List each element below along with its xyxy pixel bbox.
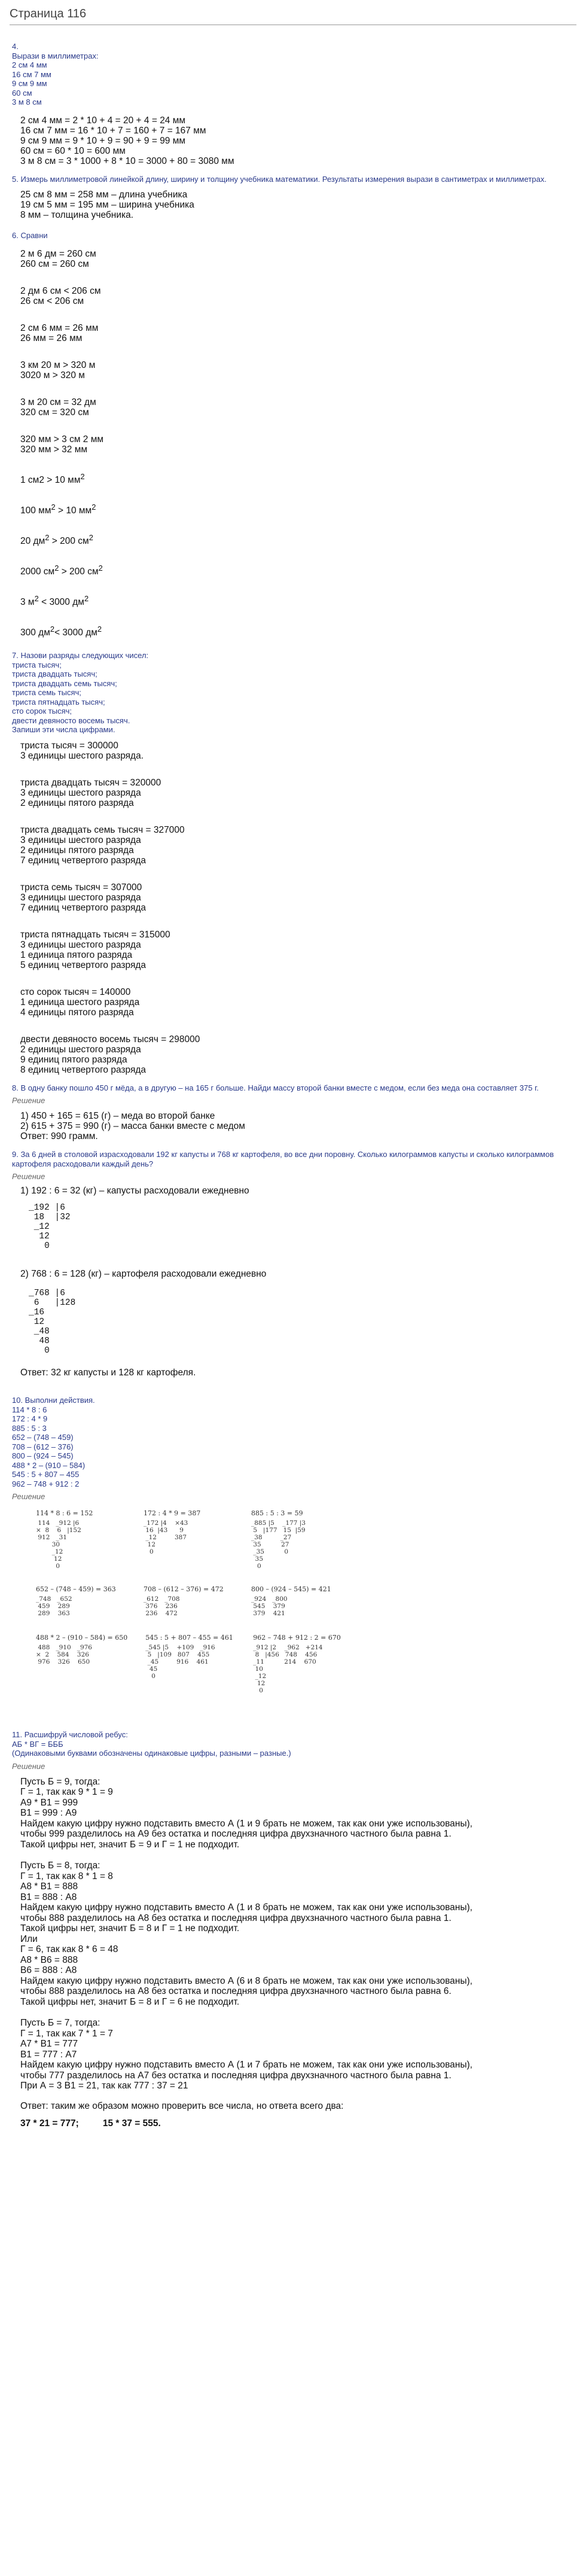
answer-line: 2 единицы шестого разряда — [20, 1044, 141, 1055]
prompt-line: Запиши эти числа цифрами. — [12, 725, 115, 735]
calc-cell: 488 * 2 – (910 – 584) = 650 488 _910 _976 × 2 584 326 976 326 650 — [36, 1634, 128, 1666]
prompt-line: 488 * 2 – (910 – 584) — [12, 1460, 86, 1470]
prompt-line: 7. Назови разряды следующих чисел: — [12, 651, 149, 660]
answer-line: 25 см 8 мм = 258 мм – длина учебника — [20, 190, 188, 200]
answer-line: 8 единиц четвертого разряда — [20, 1064, 146, 1075]
answer-line: 20 $дм^2 > 200$ $см^2$ — [20, 532, 93, 546]
answer-line: двести девяносто восемь тысяч = 298000 — [20, 1034, 200, 1045]
answer-line: 3 м 8 см = 3 * 1000 + 8 * 10 = 3000 + 80 = 3080 мм — [20, 156, 234, 166]
task-5-prompt: 5. Измерь миллиметровой линейкой длину, ширину и толщину учебника математики. Результаты измерения вырази в сантиметрах и миллиметрах. — [12, 174, 547, 184]
task-7-prompt — [12, 651, 574, 735]
task-8-prompt: 8. В одну банку пошло 450 г мёда, а в другую – на 165 г больше. Найди массу второй банки вместе с медом, если без меда она составляет 375 г. — [12, 1083, 539, 1092]
calc-cell: 962 – 748 + 912 : 2 = 670 _912 |2 _962 +214 8 |456 748 456 _11 214 670 10 _12 12 0 — [253, 1634, 341, 1695]
task-11-prompt — [12, 1730, 574, 1758]
prompt-line: 172 : 4 * 9 — [12, 1414, 48, 1424]
answer-values: 37 * 21 = 777; 15 * 37 = 555. — [20, 2118, 161, 2129]
answer-line: 1) 192 : 6 = 32 (кг) – капусты расходовали ежедневно — [20, 1186, 249, 1196]
answer-label: Ответ: таким же образом можно проверить все числа, но ответа всего два: — [20, 2100, 344, 2111]
answer-line: 100 $мм^2 > 10$ $мм^2$ — [20, 502, 96, 516]
long-division-192: _192 |6 18 |32 _12 12 0 — [29, 1203, 71, 1252]
task-5-answers — [20, 190, 574, 220]
page-title: Страница 116 — [10, 7, 576, 25]
answer-line: 19 см 5 мм = 195 мм – ширина учебника — [20, 200, 194, 210]
prompt-line: 962 – 748 + 912 : 2 — [12, 1479, 80, 1488]
prompt-line: 9 см 9 мм — [12, 79, 47, 88]
prompt-line: 885 : 5 : 3 — [12, 1423, 47, 1433]
answer-line: 2 единицы пятого разряда — [20, 797, 134, 808]
calc-cell: 885 : 5 : 3 = 59 _885 |5 _177 |3 5 |177 15 |59 _38 _27 35 27 _35 0 35 0 — [251, 1509, 306, 1570]
task-7-answers — [20, 741, 574, 1075]
task-6-prompt: 6. Сравни — [12, 231, 48, 240]
answer-line: Ответ: 990 грамм. — [20, 1131, 98, 1142]
answer-line: 3 $м^2 < 3000$ $дм^2$ — [20, 594, 89, 608]
prompt-line: (Одинаковыми буквами обозначены одинаковые цифры, разными – разные.) — [12, 1749, 291, 1758]
answer-line: 7 единиц четвертого разряда — [20, 902, 146, 913]
prompt-line: триста тысяч; — [12, 660, 62, 669]
prompt-line: 3 м 8 см — [12, 98, 42, 106]
answer-line: 9 см 9 мм = 9 * 10 + 9 = 90 + 9 = 99 мм — [20, 135, 186, 146]
calc-row-1 — [36, 1509, 574, 1570]
answer-line: 320 см = 320 см — [20, 407, 89, 418]
calc-cell: 708 – (612 – 376) = 472 _612 _708 376 236 236 472 — [144, 1585, 224, 1618]
task-11-solution: Пусть Б = 9, тогда: Г = 1, так как 9 * 1 = 9 А9 * В1 = 999 В1 = 999 : А9 Найдем какую цифру нужно подставить вместо А (1 и 9 брать не можем, так как они уже использованы), чтобы 999 разделилось на А9 без остатка и последняя цифра двухзначного частного была равна 1. Такой цифры нет, значит Б = 9 и Г = 1 не подходит. Пусть Б = 8, тогда: Г = 1, так как 8 * 1 = 8 А8 * В1 = 888 В1 = 888 : А8 Найдем какую цифру нужно подставить вместо А (1 и 8 брать не можем, так как они уже использованы), чтобы 888 разделилось на А8 без остатка и последняя цифра двухзначного частного была равна 1. Такой цифры нет, значит Б = 8 и Г = 1 не подходит. Или Г = 6, так как 8 * 6 = 48 А8 * В6 = 888 В6 = 888 : А8 Найдем какую цифру нужно подставить вместо А (6 и 8 брать не можем, так как они уже использованы), чтобы 888 разделилось на А8 без остатка и последняя цифра двухзначного частного была равна 6. Такой цифры нет, значит Б = 8 и Г = 6 не подходит. Пусть Б = 7, тогда: Г = 1, так как 7 * 1 = 7 А7 * В1 = 777 В1 = 777 : А7 Найдем какую цифру нужно подставить вместо А (1 и 7 брать не можем, так как они уже использованы), чтобы 777 разделилось на А7 без остатка и последняя цифра двухзначного частного была равна 1. При А = 3 В1 = 21, так как 777 : 37 = 21 — [20, 1776, 473, 2091]
task-4-answers — [20, 115, 574, 166]
answer-line: триста тысяч = 300000 — [20, 740, 118, 751]
answer-line: 2 единицы пятого разряда — [20, 845, 134, 855]
answer-line: 16 см 7 мм = 16 * 10 + 7 = 160 + 7 = 167 мм — [20, 125, 206, 136]
answer-line: 3 единицы шестого разряда — [20, 892, 141, 903]
solution-label: Решение — [12, 1492, 45, 1502]
prompt-line: 10. Выполни действия. — [12, 1396, 95, 1405]
answer-line: 9 единиц пятого разряда — [20, 1054, 127, 1065]
prompt-line: Вырази в миллиметрах: — [12, 51, 99, 60]
answer-line: 3020 м > 320 м — [20, 370, 85, 380]
prompt-line: 708 – (612 – 376) — [12, 1442, 74, 1451]
answer-line: 2000 $см^2 > 200$ $см^2$ — [20, 563, 103, 577]
answer-line: 3 единицы шестого разряда — [20, 939, 141, 950]
task-num: 4. — [12, 42, 19, 51]
task-4-prompt — [12, 42, 574, 107]
prompt-line: триста пятнадцать тысяч; — [12, 697, 105, 707]
prompt-line: 16 см 7 мм — [12, 69, 51, 79]
prompt-line: 2 см 4 мм — [12, 60, 47, 69]
answer-line: 320 мм > 3 см 2 мм — [20, 434, 104, 444]
answer-line: 3 единицы шестого разряда — [20, 787, 141, 798]
answer-line: 4 единицы пятого разряда — [20, 1007, 134, 1018]
calc-row-3 — [36, 1634, 574, 1694]
answer-line: триста двадцать тысяч = 320000 — [20, 777, 161, 788]
prompt-line: сто сорок тысяч; — [12, 707, 72, 716]
task-6-answers — [20, 249, 574, 638]
content — [0, 25, 586, 2129]
long-division-768: _768 |6 6 |128 _16 12 _48 48 0 — [29, 1289, 76, 1356]
prompt-line: 114 * 8 : 6 — [12, 1405, 47, 1414]
answer-line: 3 м 20 см = 32 дм — [20, 397, 96, 407]
answer-line: 60 см = 60 * 10 = 600 мм — [20, 145, 126, 156]
task-9-prompt: 9. За 6 дней в столовой израсходовали 192 кг капусты и 768 кг картофеля, во все дни поровну. Сколько килограммов капусты и сколько килограммов картофеля расходовали каждый день? — [12, 1150, 554, 1168]
answer-line: 2 см 6 мм = 26 мм — [20, 322, 99, 333]
answer-line: 5 единиц четвертого разряда — [20, 960, 146, 970]
prompt-line: 545 : 5 + 807 – 455 — [12, 1470, 80, 1479]
calc-cell: 172 : 4 * 9 = 387 _172 |4 ×43 16 |43 9 _12 387 12 0 — [144, 1509, 201, 1556]
answer-line: 2 дм 6 см < 206 см — [20, 285, 101, 296]
answer-line: Ответ: 32 кг капусты и 128 кг картофеля. — [20, 1368, 196, 1378]
calc-cell: 114 * 8 : 6 = 152 114 _912 |6 × 8 6 |152 912 _31 30 _12 12 0 — [36, 1509, 93, 1570]
answer-line: 8 мм – толщина учебника. — [20, 210, 134, 220]
answer-line: 320 мм > 32 мм — [20, 444, 88, 455]
answer-line: 1) 450 + 165 = 615 (г) – меда во второй банке — [20, 1111, 215, 1122]
task-10-prompt — [12, 1396, 574, 1488]
prompt-line: триста двадцать семь тысяч; — [12, 678, 117, 688]
answer-line: сто сорок тысяч = 140000 — [20, 986, 131, 997]
answer-line: 1 единица пятого разряда — [20, 949, 133, 960]
prompt-line: 11. Расшифруй числовой ребус: — [12, 1730, 128, 1740]
answer-line: 3 единицы шестого разряда. — [20, 750, 144, 761]
answer-line: 1 см2 > 10 $мм^2$ — [20, 471, 85, 485]
calc-cell: 545 : 5 + 807 – 455 = 461 _545 |5 +109 _916 5 |109 807 455 _45 916 461 45 0 — [145, 1634, 233, 1680]
solution-label: Решение — [12, 1172, 45, 1182]
answer-line: 260 см = 260 см — [20, 258, 89, 269]
prompt-line: 800 – (924 – 545) — [12, 1451, 74, 1461]
answer-line: 3 единицы шестого разряда — [20, 835, 141, 845]
calc-cell: 800 – (924 – 545) = 421 _924 _800 545 379 379 421 — [251, 1585, 331, 1618]
task-11-answer — [20, 2101, 574, 2129]
answer-line: 26 мм = 26 мм — [20, 333, 83, 343]
prompt-line: 652 – (748 – 459) — [12, 1433, 74, 1442]
answer-line: триста пятнадцать тысяч = 315000 — [20, 929, 170, 940]
answer-line: 1 единица шестого разряда — [20, 997, 140, 1007]
prompt-line: триста семь тысяч; — [12, 688, 81, 698]
task-9-answers — [20, 1186, 574, 1196]
answer-line: 300 $дм^2< 3000$ $дм^2$ — [20, 625, 102, 638]
answer-line: 2 см 4 мм = 2 * 10 + 4 = 20 + 4 = 24 мм — [20, 115, 186, 126]
answer-line: триста семь тысяч = 307000 — [20, 882, 142, 893]
prompt-line: 60 см — [12, 88, 32, 98]
prompt-line: двести девяносто восемь тысяч. — [12, 715, 130, 725]
answer-line: 26 см < 206 см — [20, 296, 84, 306]
answer-line: 7 единиц четвертого разряда — [20, 855, 146, 866]
task-8-answers — [20, 1111, 574, 1141]
calc-cell: 652 – (748 – 459) = 363 _748 _652 459 289 289 363 — [36, 1585, 116, 1618]
calc-row-2 — [36, 1585, 574, 1617]
solution-label: Решение — [12, 1096, 45, 1106]
prompt-line: АБ * ВГ = БББ — [12, 1739, 63, 1749]
solution-label: Решение — [12, 1761, 45, 1771]
answer-line: триста двадцать семь тысяч = 327000 — [20, 824, 185, 835]
answer-line: 2) 615 + 375 = 990 (г) – масса банки вместе с медом — [20, 1121, 245, 1132]
prompt-line: триста двадцать тысяч; — [12, 669, 97, 679]
answer-line: 2) 768 : 6 = 128 (кг) – картофеля расходовали ежедневно — [20, 1269, 267, 1280]
answer-line: 3 км 20 м > 320 м — [20, 360, 96, 370]
answer-line: 2 м 6 дм = 260 см — [20, 248, 96, 259]
